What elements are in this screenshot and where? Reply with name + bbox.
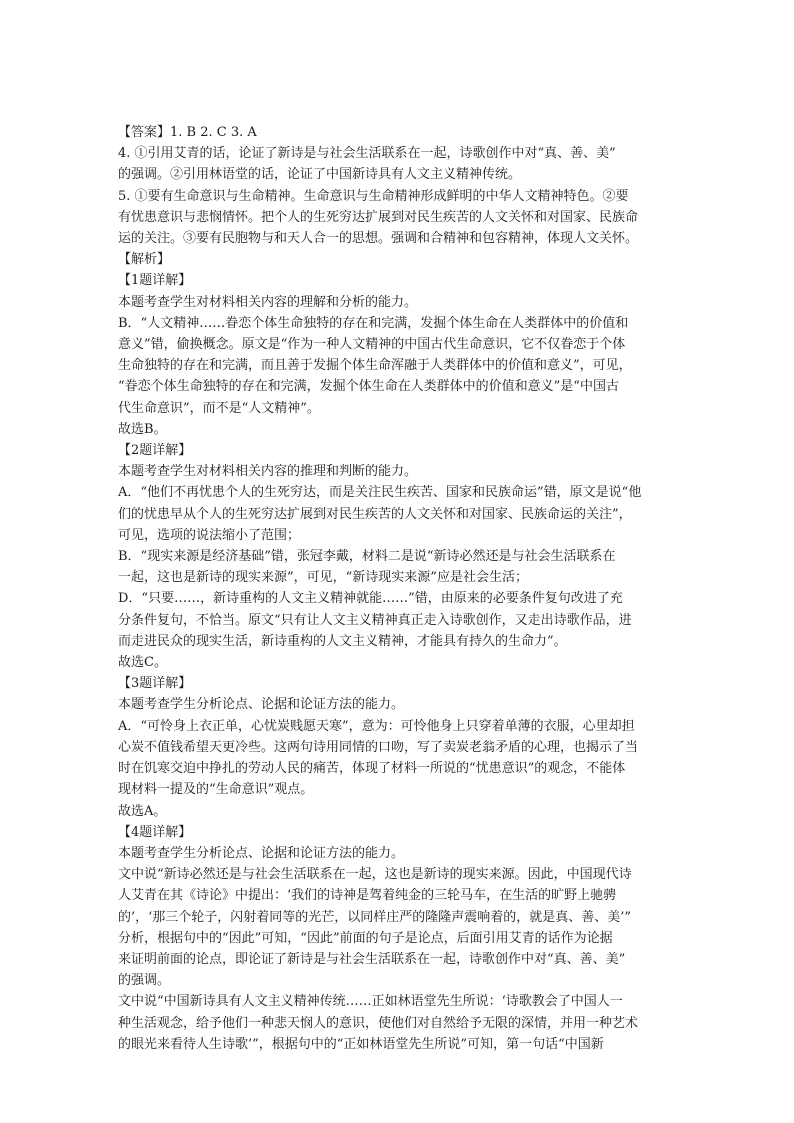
answer-4-line-1: 4. ①引用艾青的话，论证了新诗是与社会生活联系在一起，诗歌创作中对“真、善、美” (118, 146, 616, 162)
answer-4-line-2: 的强调。②引用林语堂的话，论证了中国新诗具有人文主义精神传统。 (118, 167, 522, 183)
q1-line-6: 代生命意识”，而不是“人文精神”。 (118, 400, 320, 416)
q2-heading: 【2题详解】 (118, 443, 192, 459)
answer-5-line-2: 有忧患意识与悲悯情怀。把个人的生死穷达扩展到对民生疾苦的人文关怀和对国家、民族命 (118, 209, 639, 225)
q4-line-3: 人艾青在其《诗论》中提出：‘我们的诗神是驾着纯金的三轮马车，在生活的旷野上驰骋 (118, 888, 617, 904)
q3-line-2: A．“可怜身上衣正单，心忧炭贱愿天寒”，意为：可怜他身上只穿着单薄的衣服，心里却担 (118, 718, 635, 734)
q4-line-6: 来证明前面的论点，即论证了新诗是与社会生活联系在一起，诗歌创作中对“真、善、美” (118, 951, 626, 967)
q2-line-8: 分条件复句，不恰当。原文“只有让人文主义精神真正走入诗歌创作，又走出诗歌作品，进 (118, 612, 632, 628)
q2-line-5: B．“现实来源是经济基础”错，张冠李戴，材料二是说“新诗必然还是与社会生活联系在 (118, 549, 616, 565)
q2-line-4: 可见，选项的说法缩小了范围； (118, 527, 301, 543)
q4-line-10: 的眼光来看待人生诗歌’”，根据句中的“正如林语堂先生所说”可知，第一句话“中国新 (118, 1036, 604, 1052)
q1-line-1: 本题考查学生对材料相关内容的理解和分析的能力。 (118, 294, 418, 310)
q2-line-1: 本题考查学生对材料相关内容的推理和判断的能力。 (118, 464, 418, 480)
q4-line-1: 本题考查学生分析论点、论据和论证方法的能力。 (118, 845, 405, 861)
q1-choice: 故选B。 (118, 421, 167, 437)
q1-line-4: 生命独特的存在和完满，而且善于发掘个体生命浑融于人类群体中的价值和意义”，可见， (118, 358, 632, 374)
analysis-heading: 【解析】 (118, 252, 171, 268)
q3-line-1: 本题考查学生分析论点、论据和论证方法的能力。 (118, 697, 405, 713)
q4-line-5: 分析，根据句中的“因此”可知，“因此”前面的句子是论点，后面引用艾青的话作为论据 (118, 930, 613, 946)
q2-line-6: 一起，这也是新诗的现实来源”，可见，“新诗现实来源”应是社会生活； (118, 570, 528, 586)
q4-line-7: 的强调。 (118, 973, 171, 989)
q3-choice: 故选A。 (118, 803, 167, 819)
document-body (118, 122, 684, 1055)
q4-line-9: 种生活观念，给予他们一种悲天悯人的意识，使他们对自然给予无限的深情，并用一种艺术 (118, 1015, 639, 1031)
q1-line-5: “眷恋个体生命独特的存在和完满，发掘个体生命在人类群体中的价值和意义”是“中国古 (118, 379, 619, 395)
q4-line-4: 的’，‘那三个轮子，闪射着同等的光芒，以同样庄严的隆隆声震响着的，就是真、善、美’” (118, 909, 632, 925)
q4-line-8: 文中说“中国新诗具有人文主义精神传统……正如林语堂先生所说：‘诗歌教会了中国人一 (118, 994, 623, 1010)
answer-5-line-1: 5. ①要有生命意识与生命精神。生命意识与生命精神形成鲜明的中华人文精神特色。②要 (118, 188, 629, 204)
q4-heading: 【4题详解】 (118, 824, 192, 840)
q2-choice: 故选C。 (118, 655, 167, 671)
q3-line-4: 时在饥寒交迫中挣扎的劳动人民的痛苦，体现了材料一所说的“忧患意识”的观念，不能体 (118, 761, 626, 777)
q2-line-3: 们的忧患早从个人的生死穷达扩展到对民生疾苦的人文关怀和对国家、民族命运的关注”， (118, 506, 632, 522)
q2-line-2: A．“他们不再忧患个人的生死穷达，而是关注民生疾苦、国家和民族命运”错，原文是说“他 (118, 485, 642, 501)
answer-5-line-3: 运的关注。③要有民胞物与和天人合一的思想。强调和合精神和包容精神，体现人文关怀。 (118, 231, 639, 247)
q2-line-7: D．“只要……，新诗重构的人文主义精神就能……”错，由原来的必要条件复句改进了充 (118, 591, 623, 607)
q1-line-3: 意义”错，偷换概念。原文是“作为一种人文精神的中国古代生命意识，它不仅眷恋于个体 (118, 337, 626, 353)
q1-line-2: B．“人文精神……眷恋个体生命独特的存在和完满，发掘个体生命在人类群体中的价值和 (118, 315, 629, 331)
q3-line-3: 心炭不值钱希望天更冷些。这两句诗用同情的口吻，写了卖炭老翁矛盾的心理，也揭示了当 (118, 739, 639, 755)
q1-heading: 【1题详解】 (118, 273, 192, 289)
q3-heading: 【3题详解】 (118, 676, 192, 692)
q3-line-5: 现材料一提及的“生命意识”观点。 (118, 782, 314, 798)
q2-line-9: 而走进民众的现实生活，新诗重构的人文主义精神，才能具有持久的生命力”。 (118, 633, 567, 649)
answer-line: 【答案】1. B 2. C 3. A (118, 125, 257, 140)
q4-line-2: 文中说“新诗必然还是与社会生活联系在一起，这也是新诗的现实来源。因此，中国现代诗 (118, 867, 632, 883)
